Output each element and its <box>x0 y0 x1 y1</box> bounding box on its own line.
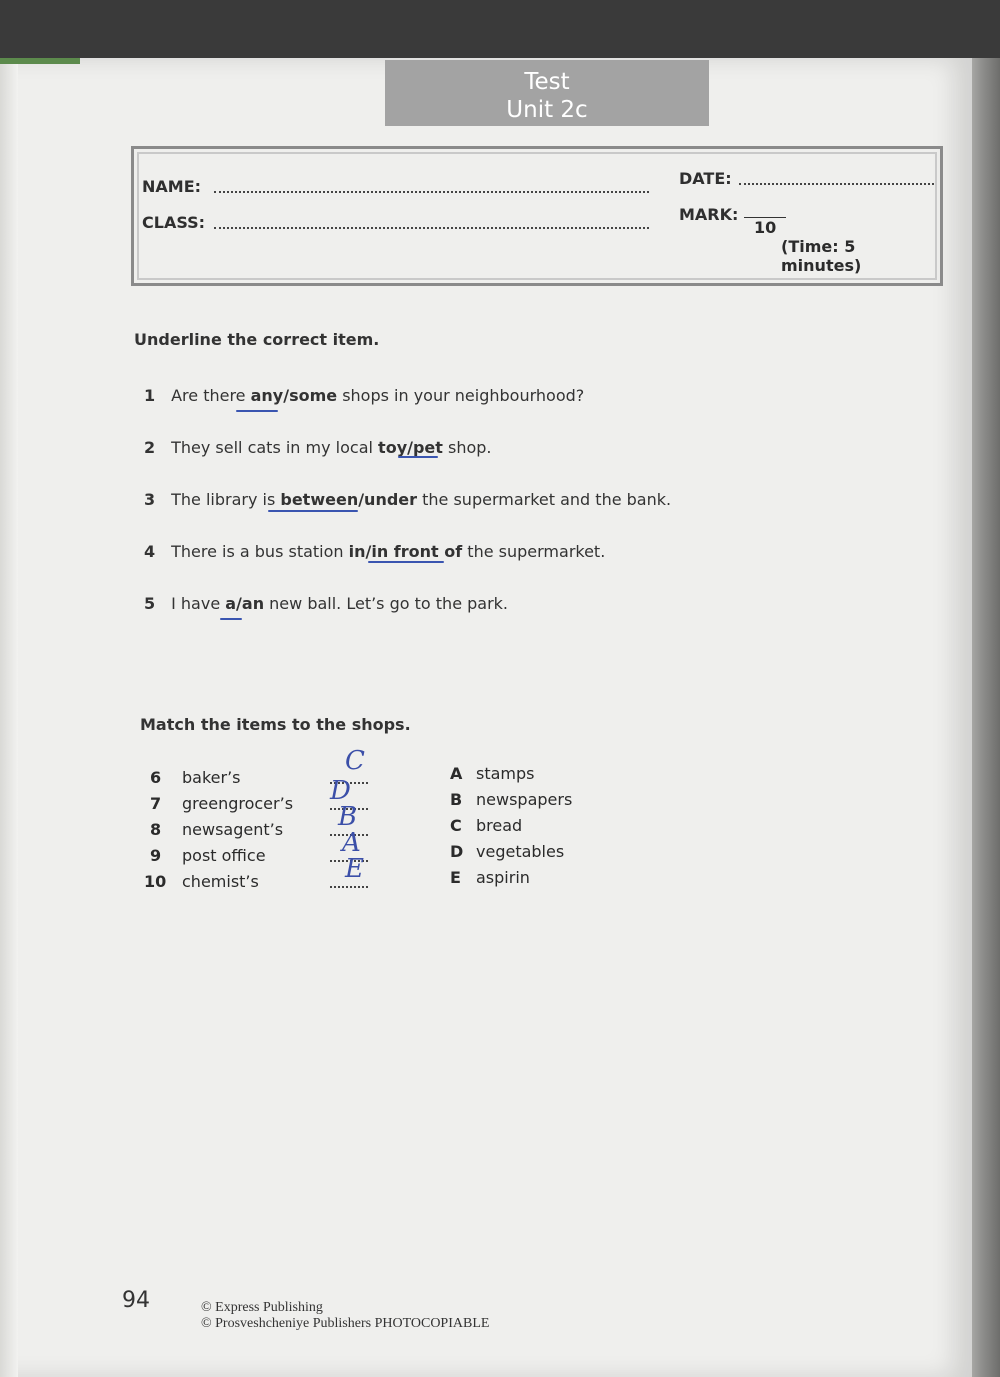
shop-label: baker’s <box>182 768 241 787</box>
option-letter: E <box>450 868 461 887</box>
handwritten-underline <box>236 410 278 412</box>
question-text: new ball. Let’s go to the park. <box>264 594 509 613</box>
student-info-box <box>131 146 943 286</box>
answer-options[interactable]: in/in front of <box>348 542 463 561</box>
question-text: the supermarket. <box>462 542 606 561</box>
cover-edge <box>0 58 80 64</box>
question-2 <box>144 438 492 457</box>
handwritten-answer: A <box>342 828 361 858</box>
handwritten-answer: E <box>345 854 364 884</box>
question-1 <box>144 386 584 405</box>
shop-number: 7 <box>150 794 162 813</box>
name-label: NAME: <box>142 177 202 196</box>
mark-denominator: 10 <box>754 218 777 237</box>
question-3 <box>144 490 671 509</box>
handwritten-underline <box>268 510 358 512</box>
option-letter: B <box>450 790 463 809</box>
question-text: There is a bus station <box>171 542 349 561</box>
answer-blank[interactable] <box>330 886 368 888</box>
option-text: newspapers <box>476 790 573 809</box>
handwritten-underline <box>368 561 444 563</box>
worksheet-page <box>0 58 972 1377</box>
question-text: the supermarket and the bank. <box>417 490 672 509</box>
option-text: bread <box>476 816 523 835</box>
handwritten-answer: D <box>330 776 351 806</box>
option-letter: D <box>450 842 464 861</box>
shop-label: greengrocer’s <box>182 794 294 813</box>
option-text: aspirin <box>476 868 530 887</box>
page-number: 94 <box>122 1288 150 1313</box>
shop-number: 8 <box>150 820 162 839</box>
title-line-1: Test <box>524 69 570 95</box>
question-4 <box>144 542 605 561</box>
binding-edge <box>0 58 18 1377</box>
question-5 <box>144 594 508 613</box>
date-label: DATE: <box>679 169 732 188</box>
question-number: 3 <box>144 490 156 509</box>
answer-options[interactable]: toy/pet <box>378 438 443 457</box>
question-number: 5 <box>144 594 156 613</box>
instruction-underline: Underline the correct item. <box>134 330 380 349</box>
shop-label: newsagent’s <box>182 820 284 839</box>
question-number: 2 <box>144 438 156 457</box>
question-number: 4 <box>144 542 156 561</box>
option-text: stamps <box>476 764 535 783</box>
shop-label: post office <box>182 846 266 865</box>
name-field[interactable] <box>214 191 649 193</box>
answer-options[interactable]: between/under <box>280 490 418 509</box>
instruction-match: Match the items to the shops. <box>140 715 411 734</box>
question-text: shop. <box>442 438 492 457</box>
question-text: They sell cats in my local <box>171 438 379 457</box>
handwritten-answer: B <box>338 802 358 832</box>
class-label: CLASS: <box>142 213 206 232</box>
class-field[interactable] <box>214 227 649 229</box>
time-limit: (Time: 5 minutes) <box>781 237 862 275</box>
answer-options[interactable]: any/some <box>250 386 338 405</box>
question-text: I have <box>171 594 226 613</box>
date-field[interactable] <box>739 183 934 185</box>
question-text: The library is <box>171 490 281 509</box>
handwritten-underline <box>398 456 438 458</box>
shop-number: 10 <box>144 872 167 891</box>
shop-number: 9 <box>150 846 162 865</box>
copyright-line-2: © Prosveshcheniye Publishers PHOTOCOPIABLE <box>201 1316 490 1331</box>
test-title-banner <box>385 60 709 126</box>
question-text: shops in your neighbourhood? <box>337 386 585 405</box>
handwritten-underline <box>220 618 242 620</box>
copyright-line-1: © Express Publishing <box>201 1300 323 1315</box>
option-letter: C <box>450 816 462 835</box>
mark-label: MARK: <box>679 205 739 224</box>
shop-label: chemist’s <box>182 872 259 891</box>
option-text: vegetables <box>476 842 565 861</box>
answer-options[interactable]: a/an <box>225 594 265 613</box>
shop-number: 6 <box>150 768 162 787</box>
option-letter: A <box>450 764 463 783</box>
handwritten-answer: C <box>345 746 365 776</box>
question-number: 1 <box>144 386 156 405</box>
question-text: Are there <box>171 386 251 405</box>
title-line-2: Unit 2c <box>506 97 588 123</box>
